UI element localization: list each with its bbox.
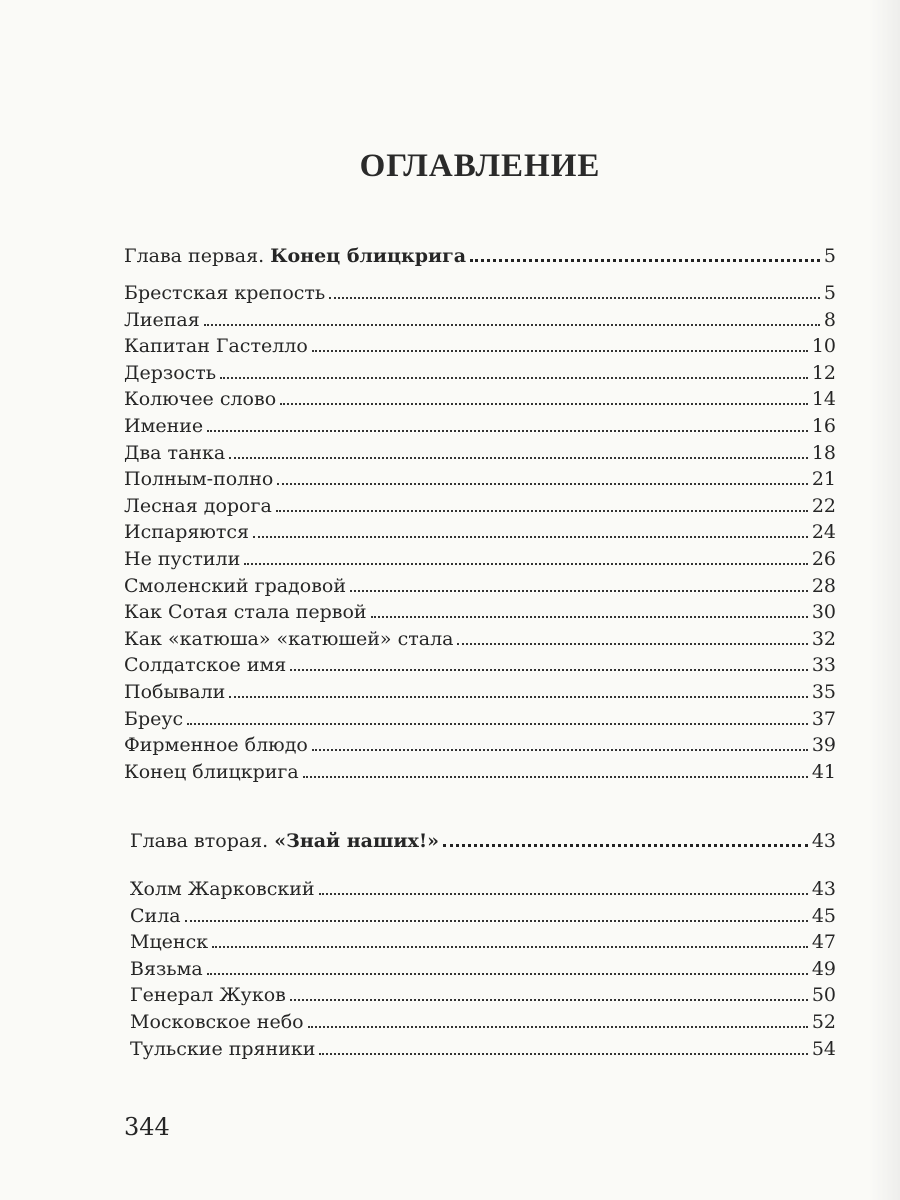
toc-entry bbox=[124, 519, 836, 545]
toc-entry bbox=[124, 652, 836, 678]
entry-page: 21 bbox=[811, 468, 836, 491]
entry-title: Как «катюша» «катюшей» стала bbox=[124, 627, 454, 650]
dot-leader bbox=[290, 669, 808, 671]
dot-leader bbox=[187, 723, 808, 725]
dot-leader bbox=[350, 590, 808, 592]
toc-entry bbox=[130, 982, 836, 1008]
dot-leader bbox=[470, 259, 820, 262]
chapter-page: 5 bbox=[823, 245, 836, 267]
entry-page: 43 bbox=[811, 878, 836, 900]
entry-title: Испаряются bbox=[124, 521, 250, 544]
entry-title: Лиепая bbox=[124, 308, 200, 331]
entry-title: Бреус bbox=[124, 707, 184, 730]
dot-leader bbox=[303, 776, 808, 778]
dot-leader bbox=[204, 324, 820, 326]
toc-entry bbox=[130, 956, 836, 982]
entry-title: Вязьма bbox=[130, 957, 203, 980]
dot-leader bbox=[290, 999, 808, 1001]
toc-entry bbox=[130, 1036, 836, 1062]
entry-page: 10 bbox=[811, 335, 836, 358]
entry-page: 22 bbox=[811, 494, 836, 517]
entry-title: Генерал Жуков bbox=[130, 984, 286, 1007]
dot-leader bbox=[207, 430, 808, 432]
dot-leader bbox=[443, 844, 808, 847]
entry-page: 5 bbox=[823, 282, 836, 304]
entry-page: 30 bbox=[811, 601, 836, 624]
entry-page: 49 bbox=[811, 957, 836, 980]
entry-title: Конец блицкрига bbox=[124, 760, 299, 783]
entry-page: 33 bbox=[811, 654, 836, 677]
dot-leader bbox=[457, 643, 807, 645]
entry-page: 26 bbox=[811, 548, 836, 570]
entry-page: 47 bbox=[811, 931, 836, 954]
entry-title: Дерзость bbox=[124, 361, 217, 384]
toc-entry bbox=[124, 360, 836, 386]
entry-page: 41 bbox=[811, 760, 836, 783]
page-number: 344 bbox=[124, 1113, 170, 1141]
dot-leader bbox=[207, 973, 808, 975]
chapter-prefix: Глава вторая. bbox=[130, 830, 269, 852]
dot-leader bbox=[244, 563, 808, 565]
entry-title: Холм Жарковский bbox=[130, 878, 315, 900]
entry-page: 12 bbox=[811, 361, 836, 384]
entry-page: 52 bbox=[811, 1011, 836, 1033]
entry-title: Солдатское имя bbox=[124, 654, 287, 677]
entry-title: Имение bbox=[124, 415, 204, 437]
dot-leader bbox=[220, 377, 808, 379]
entry-page: 24 bbox=[811, 521, 836, 544]
dot-leader bbox=[329, 297, 820, 299]
entry-page: 35 bbox=[811, 681, 836, 703]
dot-leader bbox=[229, 457, 808, 459]
entry-page: 39 bbox=[811, 734, 836, 757]
entry-title: Брестская крепость bbox=[124, 282, 326, 304]
dot-leader bbox=[277, 483, 807, 485]
entry-title: Полным-полно bbox=[124, 468, 274, 491]
toc-entry bbox=[124, 732, 836, 758]
chapter-page: 43 bbox=[811, 830, 836, 852]
dot-leader bbox=[308, 1026, 808, 1028]
entry-title: Как Сотая стала первой bbox=[124, 601, 367, 624]
chapter-title: Конец блицкрига bbox=[270, 245, 467, 267]
entry-title: Мценск bbox=[130, 931, 209, 954]
toc-entry bbox=[124, 493, 836, 519]
entry-title: Московское небо bbox=[130, 1011, 304, 1033]
chapter-heading bbox=[130, 828, 836, 854]
dot-leader bbox=[280, 403, 808, 405]
chapter-label bbox=[124, 243, 470, 269]
entry-page: 16 bbox=[811, 415, 836, 437]
toc-entry bbox=[124, 307, 836, 333]
entry-page: 32 bbox=[811, 627, 836, 650]
toc-entry bbox=[124, 413, 836, 439]
chapter-heading bbox=[124, 243, 836, 269]
toc-entry bbox=[124, 599, 836, 625]
entry-page: 37 bbox=[811, 707, 836, 730]
toc-entry bbox=[130, 1009, 836, 1035]
toc-entry bbox=[130, 876, 836, 902]
entry-title: Тульские пряники bbox=[130, 1037, 316, 1060]
dot-leader bbox=[229, 696, 807, 698]
toc-entry bbox=[124, 626, 836, 652]
entry-page: 14 bbox=[811, 388, 836, 411]
entry-title: Лесная дорога bbox=[124, 494, 272, 517]
entry-title: Два танка bbox=[124, 441, 226, 464]
toc-entry bbox=[124, 333, 836, 359]
toc-entry bbox=[130, 929, 836, 955]
toc-entry bbox=[124, 759, 836, 785]
toc-entry bbox=[124, 573, 836, 599]
toc-entry bbox=[124, 679, 836, 705]
entry-title: Смоленский градовой bbox=[124, 574, 346, 597]
dot-leader bbox=[312, 350, 808, 352]
entry-title: Колючее слово bbox=[124, 388, 277, 411]
toc-entry bbox=[124, 466, 836, 492]
dot-leader bbox=[319, 893, 808, 895]
dot-leader bbox=[319, 1053, 807, 1055]
entry-page: 50 bbox=[811, 984, 836, 1007]
dot-leader bbox=[185, 920, 808, 922]
entry-title: Побывали bbox=[124, 681, 226, 703]
toc-entry bbox=[124, 386, 836, 412]
entry-page: 18 bbox=[811, 441, 836, 464]
dot-leader bbox=[312, 749, 808, 751]
chapter-label bbox=[130, 828, 443, 854]
entry-title: Не пустили bbox=[124, 548, 241, 570]
dot-leader bbox=[371, 616, 808, 618]
entry-page: 45 bbox=[811, 904, 836, 927]
entry-title: Капитан Гастелло bbox=[124, 335, 308, 358]
dot-leader bbox=[253, 536, 808, 538]
entry-page: 8 bbox=[823, 308, 836, 331]
entry-title: Сила bbox=[130, 904, 181, 927]
toc-entry bbox=[124, 706, 836, 732]
chapter-prefix: Глава первая. bbox=[124, 245, 265, 267]
entry-title: Фирменное блюдо bbox=[124, 734, 308, 757]
dot-leader bbox=[276, 510, 808, 512]
entry-page: 54 bbox=[811, 1037, 836, 1060]
chapter-title: «Знай наших!» bbox=[274, 830, 440, 852]
dot-leader bbox=[212, 946, 808, 948]
toc-entry bbox=[130, 903, 836, 929]
entry-page: 28 bbox=[811, 574, 836, 597]
page-title: ОГЛАВЛЕНИЕ bbox=[359, 148, 601, 184]
toc-entry bbox=[124, 546, 836, 572]
toc-entry bbox=[124, 440, 836, 466]
toc-entry bbox=[124, 280, 836, 306]
